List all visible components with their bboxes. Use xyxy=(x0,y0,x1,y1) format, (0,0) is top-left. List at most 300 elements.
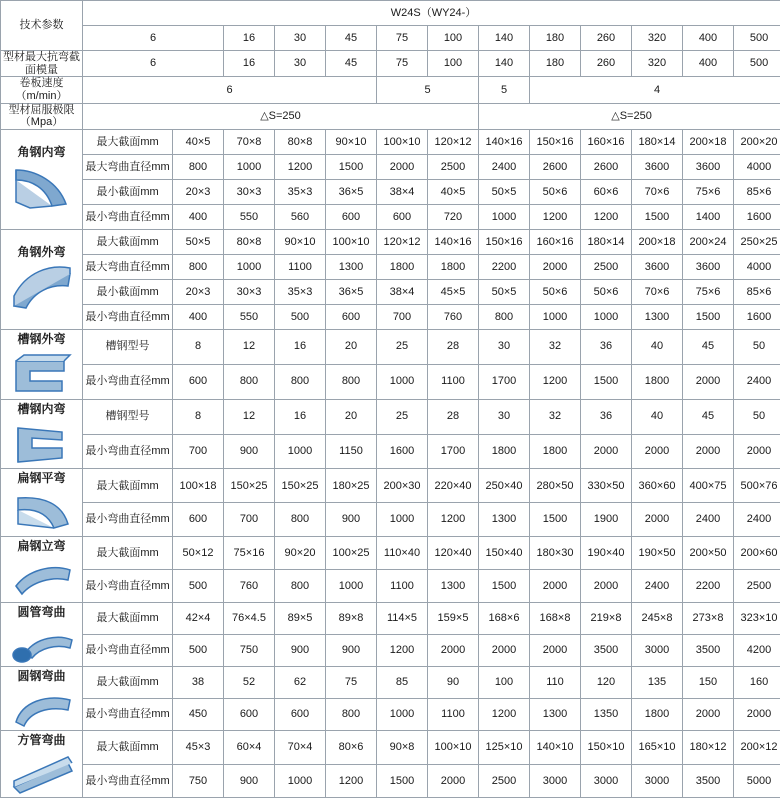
category-1-row-3-value-10: 1500 xyxy=(683,304,734,329)
flat-steel-edge-bend-icon xyxy=(1,556,82,602)
category-8-row-1-value-7: 3000 xyxy=(530,764,581,798)
category-4-row-0 xyxy=(1,469,780,503)
category-5-row-1-value-10: 2200 xyxy=(683,570,734,603)
category-1-row-0-value-0: 50×5 xyxy=(173,229,224,254)
category-4-row-0-value-6: 250×40 xyxy=(479,469,530,503)
category-1-row-0-value-9: 200×18 xyxy=(632,229,683,254)
category-0-param-3: 最小弯曲直径mm xyxy=(83,204,173,229)
category-0-row-2 xyxy=(1,179,780,204)
category-6-row-1-value-0: 500 xyxy=(173,634,224,666)
category-1-row-0-value-6: 150×16 xyxy=(479,229,530,254)
category-0-row-1-value-0: 800 xyxy=(173,154,224,179)
category-4-row-0-value-2: 150×25 xyxy=(275,469,326,503)
category-3-row-1-value-4: 1600 xyxy=(377,434,428,469)
category-0-row-0-value-5: 120×12 xyxy=(428,129,479,154)
category-3-row-1-value-7: 1800 xyxy=(530,434,581,469)
category-title-0: 角钢内弯 xyxy=(1,143,82,162)
category-8-row-1 xyxy=(1,764,780,798)
category-2-row-1-value-4: 1000 xyxy=(377,364,428,399)
category-cell-1 xyxy=(1,229,83,329)
category-1-row-2 xyxy=(1,279,780,304)
speed-value-2: 5 xyxy=(479,77,530,103)
category-1-row-0 xyxy=(1,229,780,254)
category-1-row-0-value-5: 140×16 xyxy=(428,229,479,254)
category-5-row-0-value-1: 75×16 xyxy=(224,537,275,570)
square-tube-bend-icon xyxy=(1,749,82,797)
category-7-row-0-value-11: 160 xyxy=(734,666,780,698)
category-2-row-1-value-1: 800 xyxy=(224,364,275,399)
category-5-row-1-value-1: 760 xyxy=(224,570,275,603)
category-3-row-1 xyxy=(1,434,780,469)
category-1-row-0-value-3: 100×10 xyxy=(326,229,377,254)
category-1-row-1-value-0: 800 xyxy=(173,254,224,279)
category-1-row-0-value-4: 120×12 xyxy=(377,229,428,254)
speed-value-0: 6 xyxy=(83,77,377,103)
category-title-7: 圆钢弯曲 xyxy=(1,667,82,686)
category-5-param-1: 最小弯曲直径mm xyxy=(83,570,173,603)
category-3-row-1-value-10: 2000 xyxy=(683,434,734,469)
category-1-row-3-value-0: 400 xyxy=(173,304,224,329)
category-6-param-0: 最大截面mm xyxy=(83,603,173,635)
category-6-row-1-value-2: 900 xyxy=(275,634,326,666)
param-value-0-7: 180 xyxy=(530,51,581,77)
category-0-row-3-value-5: 720 xyxy=(428,204,479,229)
category-5-row-0-value-6: 150×40 xyxy=(479,537,530,570)
category-0-row-3-value-10: 1400 xyxy=(683,204,734,229)
category-title-8: 方管弯曲 xyxy=(1,731,82,750)
category-8-row-1-value-0: 750 xyxy=(173,764,224,798)
category-0-row-3-value-8: 1200 xyxy=(581,204,632,229)
category-3-row-1-value-5: 1700 xyxy=(428,434,479,469)
category-3-row-1-value-3: 1150 xyxy=(326,434,377,469)
category-7-row-1-value-1: 600 xyxy=(224,698,275,730)
category-2-row-1-value-11: 2400 xyxy=(734,364,780,399)
category-5-row-1-value-8: 2000 xyxy=(581,570,632,603)
model-number-5: 100 xyxy=(428,26,479,51)
category-2-row-1-value-5: 1100 xyxy=(428,364,479,399)
category-4-param-1: 最小弯曲直径mm xyxy=(83,503,173,537)
category-1-row-2-value-11: 85×6 xyxy=(734,279,780,304)
category-7-row-1-value-6: 1200 xyxy=(479,698,530,730)
category-3-row-1-value-2: 1000 xyxy=(275,434,326,469)
model-number-4: 75 xyxy=(377,26,428,51)
category-0-row-0-value-4: 100×10 xyxy=(377,129,428,154)
round-steel-bend-icon xyxy=(1,686,82,730)
category-3-row-1-value-0: 700 xyxy=(173,434,224,469)
category-4-row-1-value-6: 1300 xyxy=(479,503,530,537)
category-7-param-1: 最小弯曲直径mm xyxy=(83,698,173,730)
category-7-row-1-value-3: 800 xyxy=(326,698,377,730)
category-3-param-0: 槽钢型号 xyxy=(83,399,173,434)
category-1-row-3-value-6: 800 xyxy=(479,304,530,329)
category-2-row-1-value-9: 1800 xyxy=(632,364,683,399)
category-8-row-1-value-6: 2500 xyxy=(479,764,530,798)
category-3-row-0-value-8: 36 xyxy=(581,399,632,434)
category-5-row-0-value-7: 180×30 xyxy=(530,537,581,570)
category-1-row-1-value-11: 4000 xyxy=(734,254,780,279)
category-cell-0 xyxy=(1,129,83,229)
category-4-row-0-value-7: 280×50 xyxy=(530,469,581,503)
category-0-row-2-value-11: 85×6 xyxy=(734,179,780,204)
category-3-row-1-value-8: 2000 xyxy=(581,434,632,469)
category-4-row-1-value-3: 900 xyxy=(326,503,377,537)
category-5-row-1-value-2: 800 xyxy=(275,570,326,603)
category-4-row-1-value-1: 700 xyxy=(224,503,275,537)
category-6-row-0-value-5: 159×5 xyxy=(428,603,479,635)
category-2-row-1-value-0: 600 xyxy=(173,364,224,399)
category-6-row-1-value-4: 1200 xyxy=(377,634,428,666)
category-7-row-1-value-2: 600 xyxy=(275,698,326,730)
category-3-row-1-value-6: 1800 xyxy=(479,434,530,469)
category-1-row-0-value-8: 180×14 xyxy=(581,229,632,254)
category-4-row-0-value-4: 200×30 xyxy=(377,469,428,503)
yield-row xyxy=(1,103,780,129)
category-7-row-0-value-3: 75 xyxy=(326,666,377,698)
category-7-row-0-value-10: 150 xyxy=(683,666,734,698)
category-7-row-1-value-4: 1000 xyxy=(377,698,428,730)
category-4-row-1-value-10: 2400 xyxy=(683,503,734,537)
category-cell-7 xyxy=(1,666,83,730)
category-7-row-0-value-0: 38 xyxy=(173,666,224,698)
category-0-row-3-value-2: 560 xyxy=(275,204,326,229)
category-2-row-0-value-6: 30 xyxy=(479,329,530,364)
category-2-row-0-value-9: 40 xyxy=(632,329,683,364)
model-number-7: 180 xyxy=(530,26,581,51)
category-6-row-0-value-8: 219×8 xyxy=(581,603,632,635)
category-2-row-1-value-2: 800 xyxy=(275,364,326,399)
category-0-row-0-value-3: 90×10 xyxy=(326,129,377,154)
category-2-row-0-value-8: 36 xyxy=(581,329,632,364)
category-3-row-0-value-4: 25 xyxy=(377,399,428,434)
category-2-row-0-value-2: 16 xyxy=(275,329,326,364)
category-4-row-1-value-5: 1200 xyxy=(428,503,479,537)
category-4-row-1-value-8: 1900 xyxy=(581,503,632,537)
category-8-row-1-value-1: 900 xyxy=(224,764,275,798)
category-3-row-1-value-9: 2000 xyxy=(632,434,683,469)
category-6-row-1-value-8: 3500 xyxy=(581,634,632,666)
category-2-row-1-value-8: 1500 xyxy=(581,364,632,399)
category-cell-3 xyxy=(1,399,83,469)
category-2-row-1-value-7: 1200 xyxy=(530,364,581,399)
category-3-row-0-value-9: 40 xyxy=(632,399,683,434)
category-5-row-1-value-5: 1300 xyxy=(428,570,479,603)
category-0-row-1-value-2: 1200 xyxy=(275,154,326,179)
category-5-row-0-value-9: 190×50 xyxy=(632,537,683,570)
category-7-row-0-value-4: 85 xyxy=(377,666,428,698)
param-value-0-1: 16 xyxy=(224,51,275,77)
category-0-param-0: 最大截面mm xyxy=(83,129,173,154)
category-6-row-0-value-7: 168×8 xyxy=(530,603,581,635)
category-2-row-1-value-10: 2000 xyxy=(683,364,734,399)
category-8-row-0-value-7: 140×10 xyxy=(530,730,581,764)
category-5-row-0-value-10: 200×50 xyxy=(683,537,734,570)
category-cell-8 xyxy=(1,730,83,798)
category-7-row-0-value-9: 135 xyxy=(632,666,683,698)
category-0-row-2-value-9: 70×6 xyxy=(632,179,683,204)
category-8-row-0-value-2: 70×4 xyxy=(275,730,326,764)
category-5-row-0-value-8: 190×40 xyxy=(581,537,632,570)
category-2-row-0 xyxy=(1,329,780,364)
category-7-row-1-value-10: 2000 xyxy=(683,698,734,730)
category-0-row-1-value-5: 2500 xyxy=(428,154,479,179)
category-8-row-0 xyxy=(1,730,780,764)
category-7-row-1-value-8: 1350 xyxy=(581,698,632,730)
category-1-row-2-value-6: 50×5 xyxy=(479,279,530,304)
category-title-5: 扁钢立弯 xyxy=(1,537,82,556)
category-5-row-0 xyxy=(1,537,780,570)
category-4-row-1-value-11: 2400 xyxy=(734,503,780,537)
category-1-row-0-value-1: 80×8 xyxy=(224,229,275,254)
category-5-param-0: 最大截面mm xyxy=(83,537,173,570)
category-0-row-0-value-2: 80×8 xyxy=(275,129,326,154)
param-value-0-4: 75 xyxy=(377,51,428,77)
speed-value-3: 4 xyxy=(530,77,780,103)
category-0-row-1-value-3: 1500 xyxy=(326,154,377,179)
param-value-0-11: 500 xyxy=(734,51,780,77)
category-8-row-0-value-3: 80×6 xyxy=(326,730,377,764)
category-1-row-3-value-5: 760 xyxy=(428,304,479,329)
category-5-row-1-value-9: 2400 xyxy=(632,570,683,603)
category-1-row-1-value-1: 1000 xyxy=(224,254,275,279)
param-value-0-8: 260 xyxy=(581,51,632,77)
category-2-row-0-value-10: 45 xyxy=(683,329,734,364)
category-1-param-1: 最大弯曲直径mm xyxy=(83,254,173,279)
param-row-0 xyxy=(1,51,780,77)
category-8-row-1-value-8: 3000 xyxy=(581,764,632,798)
category-8-row-0-value-6: 125×10 xyxy=(479,730,530,764)
category-3-row-0-value-7: 32 xyxy=(530,399,581,434)
category-6-row-0-value-4: 114×5 xyxy=(377,603,428,635)
yield-value-1: △S=250 xyxy=(479,103,780,129)
category-1-row-1-value-10: 3600 xyxy=(683,254,734,279)
category-0-row-0 xyxy=(1,129,780,154)
category-8-row-1-value-10: 3500 xyxy=(683,764,734,798)
category-0-row-3-value-7: 1200 xyxy=(530,204,581,229)
param-value-0-2: 30 xyxy=(275,51,326,77)
category-0-row-2-value-5: 40×5 xyxy=(428,179,479,204)
category-2-row-0-value-7: 32 xyxy=(530,329,581,364)
category-5-row-0-value-2: 90×20 xyxy=(275,537,326,570)
category-2-row-0-value-3: 20 xyxy=(326,329,377,364)
category-0-row-1-value-9: 3600 xyxy=(632,154,683,179)
category-6-row-1-value-7: 2000 xyxy=(530,634,581,666)
category-5-row-0-value-0: 50×12 xyxy=(173,537,224,570)
tech-params-label: 技术参数 xyxy=(1,1,83,51)
category-5-row-1-value-6: 1500 xyxy=(479,570,530,603)
model-number-0: 6 xyxy=(83,26,224,51)
category-0-row-0-value-10: 200×18 xyxy=(683,129,734,154)
category-6-row-1-value-11: 4200 xyxy=(734,634,780,666)
category-0-row-2-value-1: 30×3 xyxy=(224,179,275,204)
angle-steel-inward-bend-icon xyxy=(1,162,82,216)
category-1-row-3-value-7: 1000 xyxy=(530,304,581,329)
category-1-row-3-value-4: 700 xyxy=(377,304,428,329)
category-0-row-0-value-0: 40×5 xyxy=(173,129,224,154)
category-0-row-0-value-1: 70×8 xyxy=(224,129,275,154)
category-6-row-0-value-1: 76×4.5 xyxy=(224,603,275,635)
category-6-row-1-value-1: 750 xyxy=(224,634,275,666)
category-0-row-1-value-7: 2600 xyxy=(530,154,581,179)
category-7-row-1-value-7: 1300 xyxy=(530,698,581,730)
category-1-row-1-value-5: 1800 xyxy=(428,254,479,279)
category-4-row-1-value-0: 600 xyxy=(173,503,224,537)
category-1-row-0-value-2: 90×10 xyxy=(275,229,326,254)
category-cell-6 xyxy=(1,603,83,667)
category-3-row-0 xyxy=(1,399,780,434)
category-7-row-0-value-8: 120 xyxy=(581,666,632,698)
speed-value-1: 5 xyxy=(377,77,479,103)
category-3-row-0-value-3: 20 xyxy=(326,399,377,434)
category-6-row-0-value-3: 89×8 xyxy=(326,603,377,635)
category-3-param-1: 最小弯曲直径mm xyxy=(83,434,173,469)
category-0-row-2-value-8: 60×6 xyxy=(581,179,632,204)
model-number-11: 500 xyxy=(734,26,780,51)
category-7-row-1 xyxy=(1,698,780,730)
category-title-1: 角钢外弯 xyxy=(1,243,82,262)
param-value-0-3: 45 xyxy=(326,51,377,77)
round-tube-bend-icon xyxy=(1,622,82,666)
category-2-row-0-value-11: 50 xyxy=(734,329,780,364)
category-0-param-1: 最大弯曲直径mm xyxy=(83,154,173,179)
category-6-row-0-value-6: 168×6 xyxy=(479,603,530,635)
category-0-row-3-value-3: 600 xyxy=(326,204,377,229)
category-0-row-2-value-3: 36×5 xyxy=(326,179,377,204)
category-1-row-3-value-1: 550 xyxy=(224,304,275,329)
model-number-9: 320 xyxy=(632,26,683,51)
model-number-8: 260 xyxy=(581,26,632,51)
category-1-row-3-value-3: 600 xyxy=(326,304,377,329)
category-1-row-3-value-8: 1000 xyxy=(581,304,632,329)
category-1-row-2-value-10: 75×6 xyxy=(683,279,734,304)
angle-steel-outward-bend-icon xyxy=(1,262,82,316)
category-0-row-2-value-4: 38×4 xyxy=(377,179,428,204)
category-8-param-1: 最小弯曲直径mm xyxy=(83,764,173,798)
category-1-row-0-value-7: 160×16 xyxy=(530,229,581,254)
param-value-0-0: 6 xyxy=(83,51,224,77)
param-value-0-6: 140 xyxy=(479,51,530,77)
category-0-row-2-value-2: 35×3 xyxy=(275,179,326,204)
category-1-row-2-value-0: 20×3 xyxy=(173,279,224,304)
category-8-row-0-value-9: 165×10 xyxy=(632,730,683,764)
model-number-1: 16 xyxy=(224,26,275,51)
category-4-row-0-value-5: 220×40 xyxy=(428,469,479,503)
category-6-row-0-value-10: 273×8 xyxy=(683,603,734,635)
category-1-row-1 xyxy=(1,254,780,279)
param-value-0-10: 400 xyxy=(683,51,734,77)
category-2-row-0-value-4: 25 xyxy=(377,329,428,364)
category-7-row-0-value-7: 110 xyxy=(530,666,581,698)
category-4-row-0-value-9: 360×60 xyxy=(632,469,683,503)
category-5-row-0-value-5: 120×40 xyxy=(428,537,479,570)
category-1-row-2-value-8: 50×6 xyxy=(581,279,632,304)
category-8-row-1-value-9: 3000 xyxy=(632,764,683,798)
category-0-row-1-value-10: 3600 xyxy=(683,154,734,179)
header-row-model xyxy=(1,1,780,26)
category-1-row-1-value-2: 1100 xyxy=(275,254,326,279)
category-0-row-1-value-1: 1000 xyxy=(224,154,275,179)
category-0-row-1-value-6: 2400 xyxy=(479,154,530,179)
category-2-row-0-value-5: 28 xyxy=(428,329,479,364)
category-5-row-1-value-3: 1000 xyxy=(326,570,377,603)
category-4-row-0-value-10: 400×75 xyxy=(683,469,734,503)
model-title: W24S（WY24-） xyxy=(83,1,780,26)
category-0-row-2-value-7: 50×6 xyxy=(530,179,581,204)
category-0-row-1-value-8: 2600 xyxy=(581,154,632,179)
model-number-10: 400 xyxy=(683,26,734,51)
category-title-3: 槽钢内弯 xyxy=(1,400,82,419)
category-0-row-3-value-9: 1500 xyxy=(632,204,683,229)
category-1-row-2-value-4: 38×4 xyxy=(377,279,428,304)
category-8-row-1-value-2: 1000 xyxy=(275,764,326,798)
category-8-row-1-value-3: 1200 xyxy=(326,764,377,798)
category-6-row-1-value-5: 2000 xyxy=(428,634,479,666)
category-6-row-0-value-0: 42×4 xyxy=(173,603,224,635)
category-1-row-0-value-10: 200×24 xyxy=(683,229,734,254)
category-7-row-0-value-1: 52 xyxy=(224,666,275,698)
category-2-row-0-value-1: 12 xyxy=(224,329,275,364)
category-8-row-1-value-4: 1500 xyxy=(377,764,428,798)
category-3-row-0-value-2: 16 xyxy=(275,399,326,434)
category-0-row-1-value-11: 4000 xyxy=(734,154,780,179)
category-1-param-3: 最小弯曲直径mm xyxy=(83,304,173,329)
speed-row-label: 卷板速度（m/min） xyxy=(1,77,83,103)
category-6-row-0-value-9: 245×8 xyxy=(632,603,683,635)
category-0-row-3 xyxy=(1,204,780,229)
category-8-param-0: 最大截面mm xyxy=(83,730,173,764)
category-7-param-0: 最大截面mm xyxy=(83,666,173,698)
category-4-row-1-value-7: 1500 xyxy=(530,503,581,537)
category-7-row-1-value-5: 1100 xyxy=(428,698,479,730)
category-2-param-0: 槽钢型号 xyxy=(83,329,173,364)
category-7-row-1-value-9: 1800 xyxy=(632,698,683,730)
category-4-row-0-value-8: 330×50 xyxy=(581,469,632,503)
category-5-row-1 xyxy=(1,570,780,603)
category-4-row-1-value-4: 1000 xyxy=(377,503,428,537)
category-7-row-0 xyxy=(1,666,780,698)
category-5-row-0-value-3: 100×25 xyxy=(326,537,377,570)
category-1-row-0-value-11: 250×25 xyxy=(734,229,780,254)
category-1-row-1-value-9: 3600 xyxy=(632,254,683,279)
category-0-row-0-value-9: 180×14 xyxy=(632,129,683,154)
category-8-row-1-value-11: 5000 xyxy=(734,764,780,798)
category-5-row-1-value-0: 500 xyxy=(173,570,224,603)
category-8-row-0-value-0: 45×3 xyxy=(173,730,224,764)
category-4-row-0-value-11: 500×76 xyxy=(734,469,780,503)
model-number-2: 30 xyxy=(275,26,326,51)
category-3-row-1-value-11: 2000 xyxy=(734,434,780,469)
category-1-param-2: 最小截面mm xyxy=(83,279,173,304)
category-8-row-0-value-10: 180×12 xyxy=(683,730,734,764)
category-cell-2 xyxy=(1,329,83,399)
category-5-row-0-value-4: 110×40 xyxy=(377,537,428,570)
category-5-row-1-value-4: 1100 xyxy=(377,570,428,603)
category-1-row-3 xyxy=(1,304,780,329)
category-2-row-1 xyxy=(1,364,780,399)
category-4-row-1-value-2: 800 xyxy=(275,503,326,537)
category-8-row-0-value-11: 200×12 xyxy=(734,730,780,764)
category-0-row-2-value-0: 20×3 xyxy=(173,179,224,204)
category-2-row-1-value-3: 800 xyxy=(326,364,377,399)
category-3-row-0-value-6: 30 xyxy=(479,399,530,434)
category-0-row-0-value-8: 160×16 xyxy=(581,129,632,154)
category-6-row-1-value-3: 900 xyxy=(326,634,377,666)
category-0-row-3-value-11: 1600 xyxy=(734,204,780,229)
category-6-row-0 xyxy=(1,603,780,635)
category-5-row-1-value-7: 2000 xyxy=(530,570,581,603)
category-7-row-1-value-0: 450 xyxy=(173,698,224,730)
param-value-0-5: 100 xyxy=(428,51,479,77)
header-row-numbers xyxy=(1,26,780,51)
